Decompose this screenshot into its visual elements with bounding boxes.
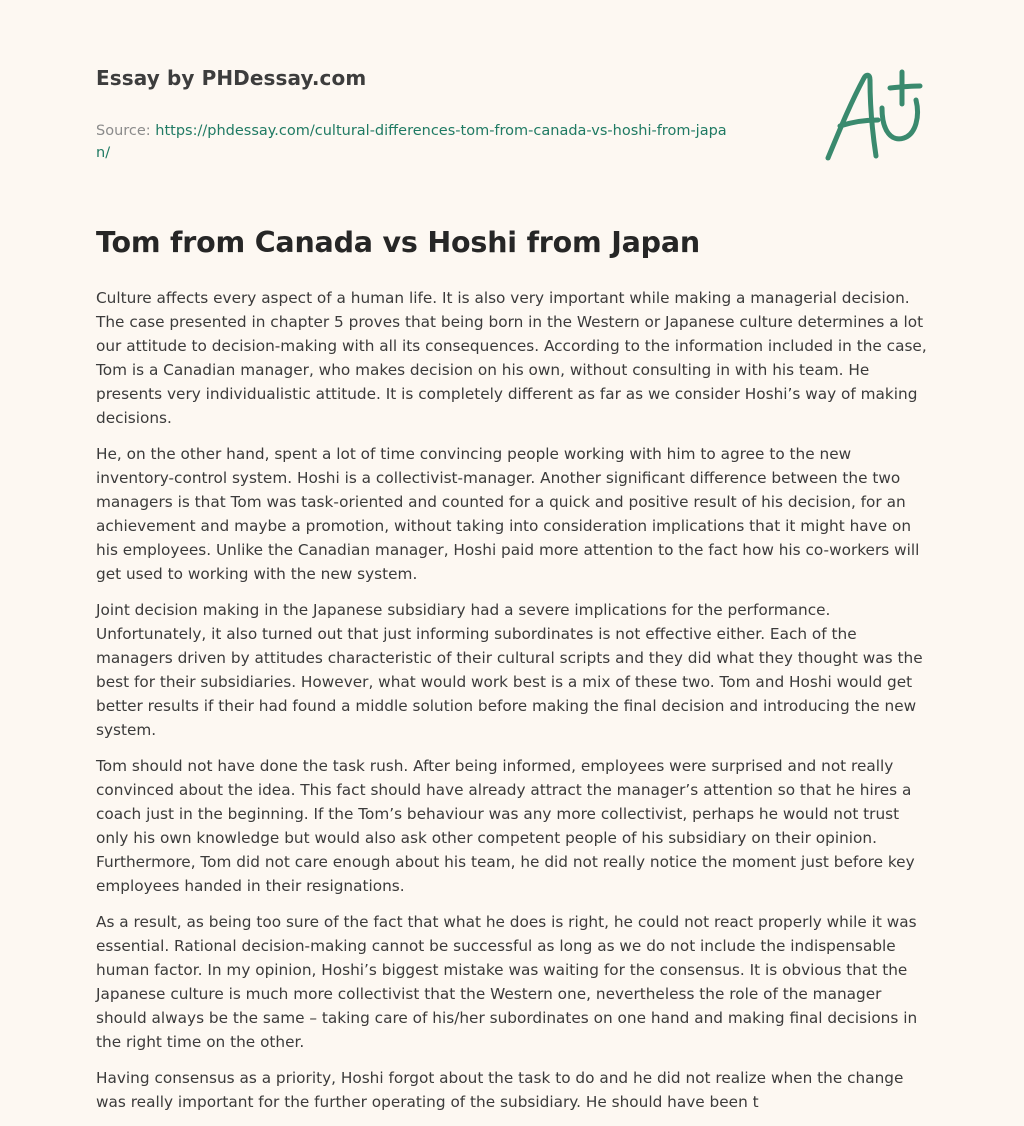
- source-label: Source:: [96, 123, 156, 139]
- paragraph: As a result, as being too sure of the fact that what he does is right, he could not react properly while it was essential. Rational decision-making cannot be successful as long as we do not include the indispensable human factor. In my opinion, Hoshi’s biggest mistake was waiting for the consensus. It is obvious that the Japanese culture is much more collectivist that the Western one, nevertheless the role of the manager should always be the same – taking care of his/her subordinates on one hand and making final decisions in the right time on the other.: [96, 913, 918, 1051]
- paragraph: Culture affects every aspect of a human life. It is also very important while making a managerial decision. The case presented in chapter 5 proves that being born in the Western or Japanese culture determines a lot our attitude to decision-making with all its consequences. According to the information included in the case, Tom is a Canadian manager, who makes decision on his own, without consulting in with his team. He presents very individualistic attitude. It is completely different as far as we consider Hoshi’s way of making decisions.: [96, 289, 927, 427]
- paragraph: Tom should not have done the task rush. After being informed, employees were surprised and not really convinced about the idea. This fact should have already attract the manager’s attention so that he hires a coach just in the beginning. If the Tom’s behaviour was any more collectivist, perhaps he would not trust only his own knowledge but would also ask other competent people of his subsidiary on their opinion. Furthermore, Tom did not care enough about his team, he did not really notice the moment just before key employees handed in their resignations.: [96, 757, 915, 895]
- paragraph: Having consensus as a priority, Hoshi forgot about the task to do and he did not realize when the change was really important for the further operating of the subsidiary. He should have been t: [96, 1069, 904, 1111]
- source-line: [96, 120, 736, 164]
- site-title: Essay by PHDessay.com: [96, 66, 367, 90]
- source-link[interactable]: https://phdessay.com/cultural-differences-tom-from-canada-vs-hoshi-from-japan/: [96, 123, 727, 161]
- paragraph: He, on the other hand, spent a lot of time convincing people working with him to agree to the new inventory-control system. Hoshi is a collectivist-manager. Another significant difference between the two managers is that Tom was task-oriented and counted for a quick and positive result of his decision, for an achievement and maybe a promotion, without taking into consideration implications that it might have on his employees. Unlike the Canadian manager, Hoshi paid more attention to the fact how his co-workers will get used to working with the new system.: [96, 445, 920, 583]
- essay-title: Tom from Canada vs Hoshi from Japan: [96, 226, 700, 259]
- essay-body: [96, 286, 934, 1126]
- a-plus-logo-icon: [820, 64, 930, 168]
- page-header: [96, 66, 736, 164]
- paragraph: Joint decision making in the Japanese subsidiary had a severe implications for the performance. Unfortunately, it also turned out that just informing subordinates is not effective either. Each of the managers driven by attitudes characteristic of their cultural scripts and they did what they thought was the best for their subsidiaries. However, what would work best is a mix of these two. Tom and Hoshi would get better results if their had found a middle solution before making the final decision and introducing the new system.: [96, 601, 923, 739]
